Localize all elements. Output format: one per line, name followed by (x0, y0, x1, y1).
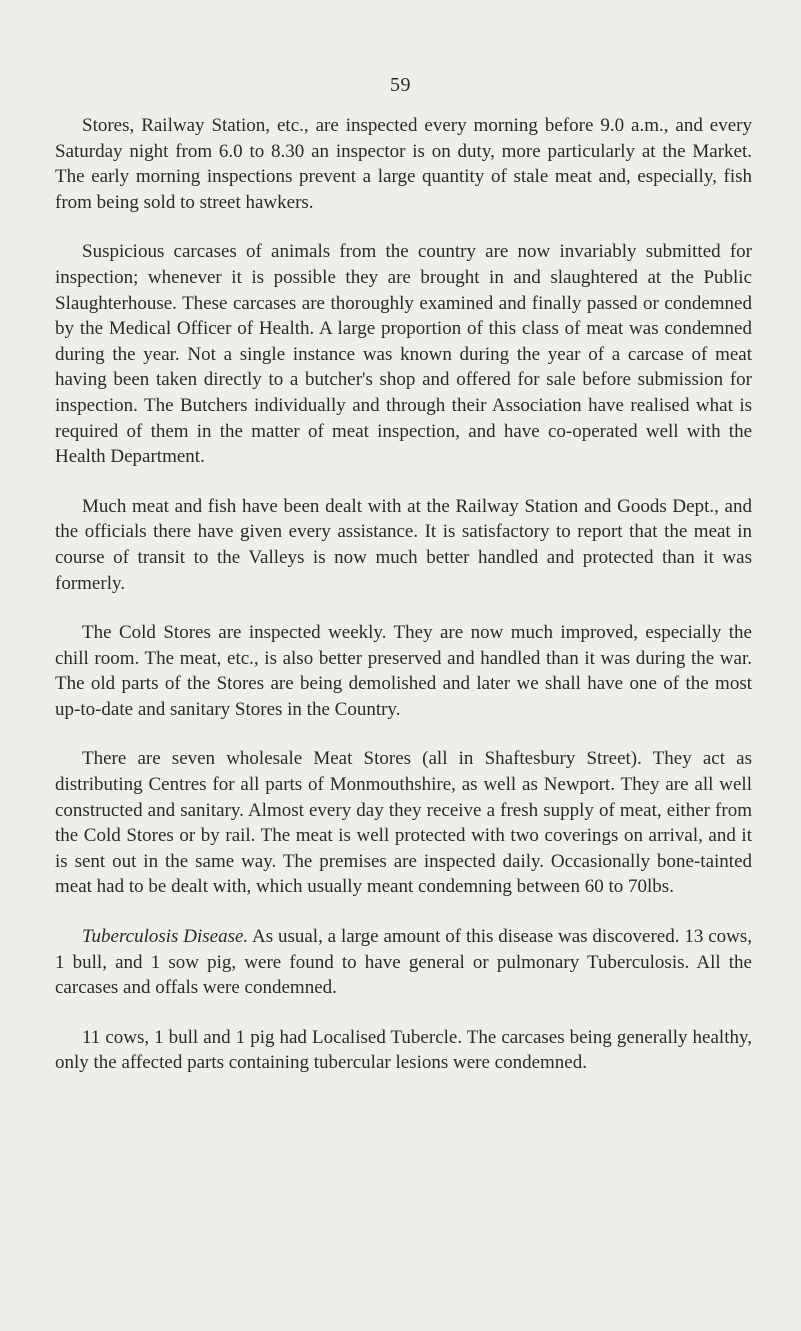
page-number: 59 (390, 74, 411, 96)
paragraph-suspicious-carcases: Suspicious carcases of animals from the country are now invariably submitted for inspection; whenever it is possible they are brought in and slaughtered at the Public Slaughterhouse. These carcases are thoroughly examined and finally passed or condemned by the Medical Officer of Health. A large proportion of this class of meat was condemned during the year. Not a single instance was known during the year of a carcase of meat having been taken directly to a butcher's shop and offered for sale before submission for inspection. The Butchers individually and through their Association have realised what is required of them in the matter of meat inspection, and have co-operated well with the Health Department. (55, 241, 752, 468)
paragraph-localised-tubercle: 11 cows, 1 bull and 1 pig had Localised Tubercle. The carcases being generally healthy, only the affected parts containing tubercular lesions were condemned. (55, 1026, 752, 1074)
paragraph-tuberculosis-text: As usual, a large amount of this disease was discovered. 13 cows, 1 bull, and 1 sow pig, were found to have general or pulmonary Tuberculosis. All the carcases and offals were condemned. (55, 926, 752, 999)
paragraph-tuberculosis (55, 924, 752, 1001)
paragraph-wholesale-meat-stores: There are seven wholesale Meat Stores (all in Shaftesbury Street). They act as distributing Centres for all parts of Monmouthshire, as well as Newport. They are all well constructed and sanitary. Almost every day they receive a fresh supply of meat, either from the Cold Stores or by rail. The meat is well protected with two coverings on arrival, and it is sent out in the same way. The premises are inspected daily. Occasionally bone-tainted meat had to be dealt with, which usually meant condemning between 60 to 70lbs. (55, 748, 752, 898)
body-text (55, 113, 752, 1100)
paragraph-railway-station: Much meat and fish have been dealt with at the Railway Station and Goods Dept., and the officials there have given every assistance. It is satisfactory to report that the meat in course of transit to the Valleys is now much better handled and protected than it was formerly. (55, 495, 752, 594)
paragraph-cold-stores: The Cold Stores are inspected weekly. They are now much improved, especially the chill room. The meat, etc., is also better preserved and handled than it was during the war. The old parts of the Stores are being demolished and later we shall have one of the most up-to-date and sanitary Stores in the Country. (55, 622, 752, 720)
paragraph-inspection-times: Stores, Railway Station, etc., are inspected every morning before 9.0 a.m., and every Saturday night from 6.0 to 8.30 an inspector is on duty, more particularly at the Market. The early morning inspections prevent a large quantity of stale meat and, especially, fish from being sold to street hawkers. (55, 115, 752, 213)
section-heading-tuberculosis: Tuberculosis Disease. (82, 926, 249, 948)
